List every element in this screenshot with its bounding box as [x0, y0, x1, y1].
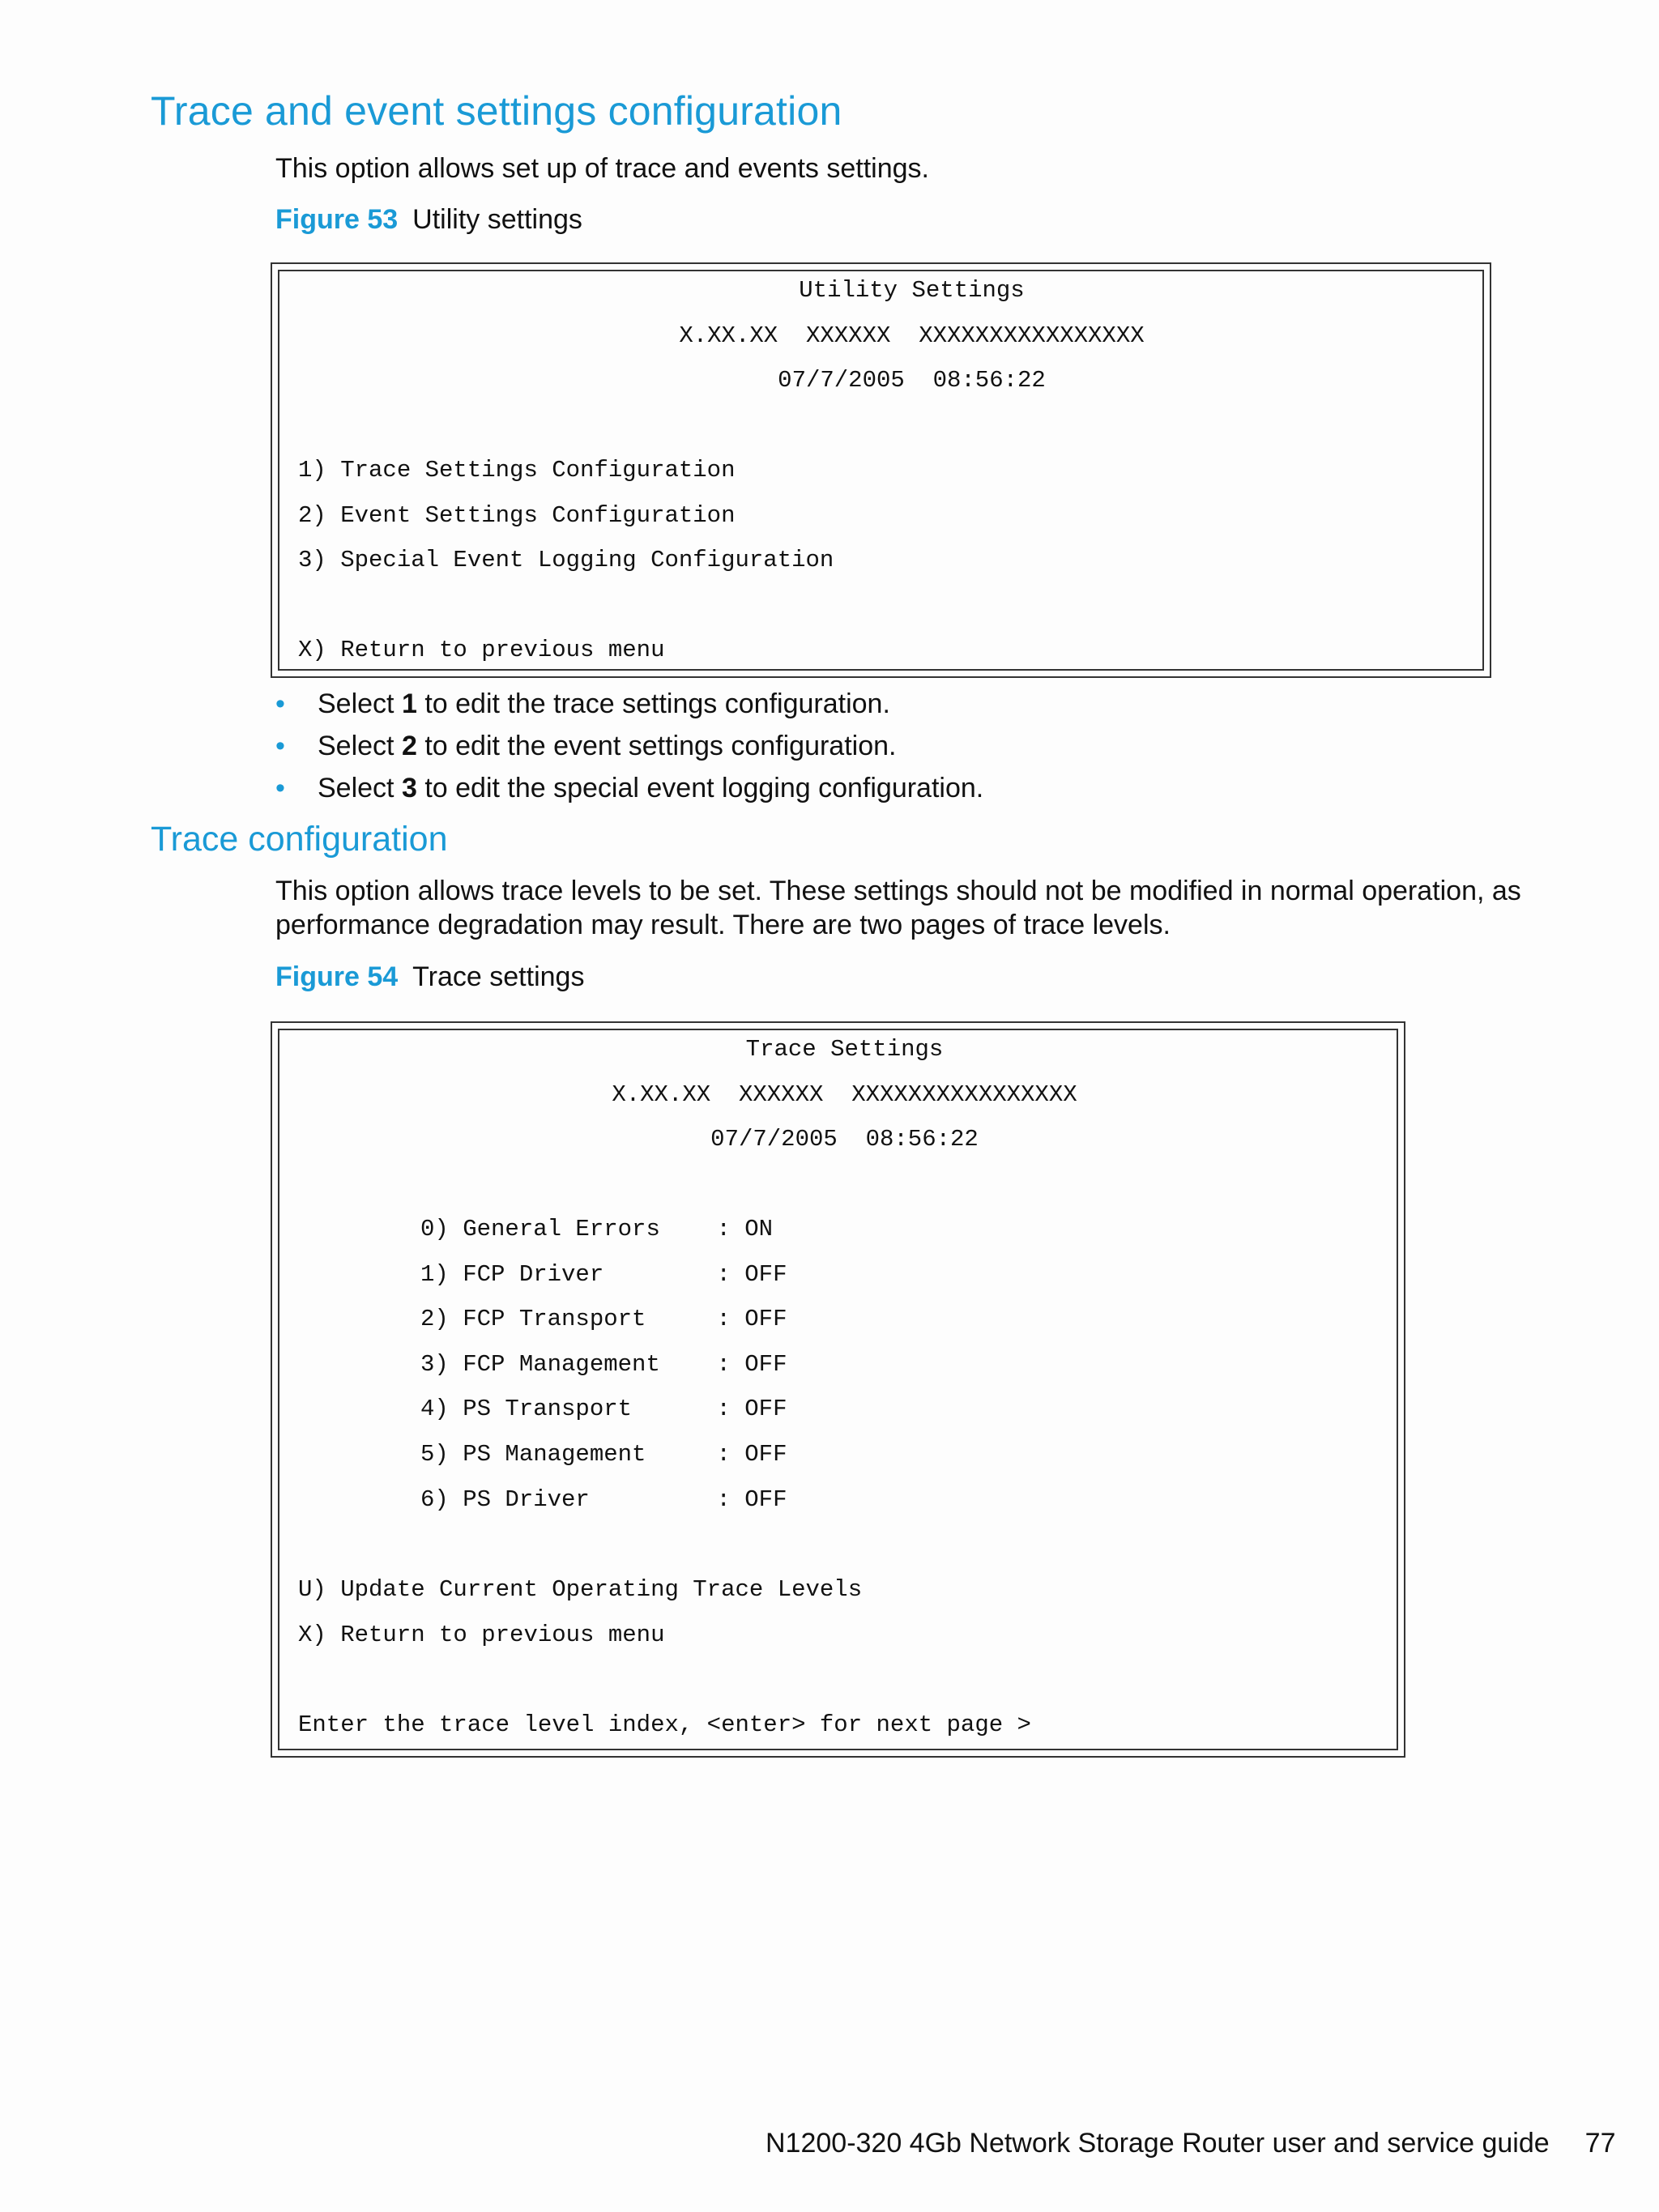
trace-screen-title: Trace Settings [745, 1036, 944, 1063]
select-instructions-list [275, 683, 983, 809]
trace-level-general-errors: 0) General Errors : ON [420, 1216, 774, 1242]
list-item: • Select 1 to edit the trace settings configuration. [275, 683, 983, 725]
figure-53-label: Figure 53 [275, 204, 399, 235]
list-item: • Select 3 to edit the special event logging configuration. [275, 767, 983, 809]
trace-level-ps-management: 5) PS Management : OFF [420, 1441, 787, 1468]
menu-option-return: X) Return to previous menu [298, 637, 665, 663]
bullet-icon: • [275, 773, 285, 803]
menu-option-special-event-logging: 3) Special Event Logging Configuration [298, 547, 834, 573]
menu-option-event-settings: 2) Event Settings Configuration [298, 502, 736, 529]
figure-54-label: Figure 54 [275, 961, 399, 992]
list-item: • Select 2 to edit the event settings configuration. [275, 725, 983, 767]
utility-screen-title: Utility Settings [799, 277, 1025, 304]
trace-screen-datetime: 07/7/2005 08:56:22 [710, 1126, 979, 1153]
trace-screen-version: X.XX.XX XXXXXX XXXXXXXXXXXXXXXX [612, 1081, 1077, 1108]
figure-53-caption [275, 202, 582, 237]
subsection-title: Trace configuration [151, 820, 448, 859]
menu-option-trace-settings: 1) Trace Settings Configuration [298, 457, 736, 484]
trace-level-fcp-management: 3) FCP Management : OFF [420, 1351, 787, 1378]
subsection-para-line1: This option allows trace levels to be set. These settings should not be modified in normal operation, as [275, 876, 1521, 906]
trace-level-ps-transport: 4) PS Transport : OFF [420, 1396, 787, 1422]
menu-option-return: X) Return to previous menu [298, 1622, 665, 1648]
menu-option-update-trace-levels: U) Update Current Operating Trace Levels [298, 1576, 863, 1603]
trace-level-ps-driver: 6) PS Driver : OFF [420, 1486, 787, 1513]
trace-settings-screen [271, 1021, 1405, 1758]
trace-level-fcp-transport: 2) FCP Transport : OFF [420, 1306, 787, 1332]
figure-53-caption-text: Utility settings [412, 204, 582, 235]
trace-level-prompt: Enter the trace level index, <enter> for next page > [298, 1711, 1031, 1738]
utility-screen-datetime: 07/7/2005 08:56:22 [778, 367, 1046, 394]
figure-54-caption [275, 960, 584, 994]
page-number: 77 [1584, 2128, 1616, 2159]
figure-54-caption-text: Trace settings [412, 961, 585, 992]
trace-level-fcp-driver: 1) FCP Driver : OFF [420, 1261, 787, 1288]
subsection-para-line2: performance degradation may result. There are two pages of trace levels. [275, 910, 1171, 940]
bullet-icon: • [275, 731, 285, 761]
utility-settings-screen [271, 262, 1491, 678]
footer-title: N1200-320 4Gb Network Storage Router user and service guide [766, 2128, 1550, 2159]
page-footer [766, 2128, 1615, 2159]
section-title: Trace and event settings configuration [151, 88, 842, 134]
section-intro: This option allows set up of trace and events settings. [275, 153, 930, 184]
utility-screen-version: X.XX.XX XXXXXX XXXXXXXXXXXXXXXX [679, 322, 1145, 349]
bullet-icon: • [275, 688, 285, 719]
